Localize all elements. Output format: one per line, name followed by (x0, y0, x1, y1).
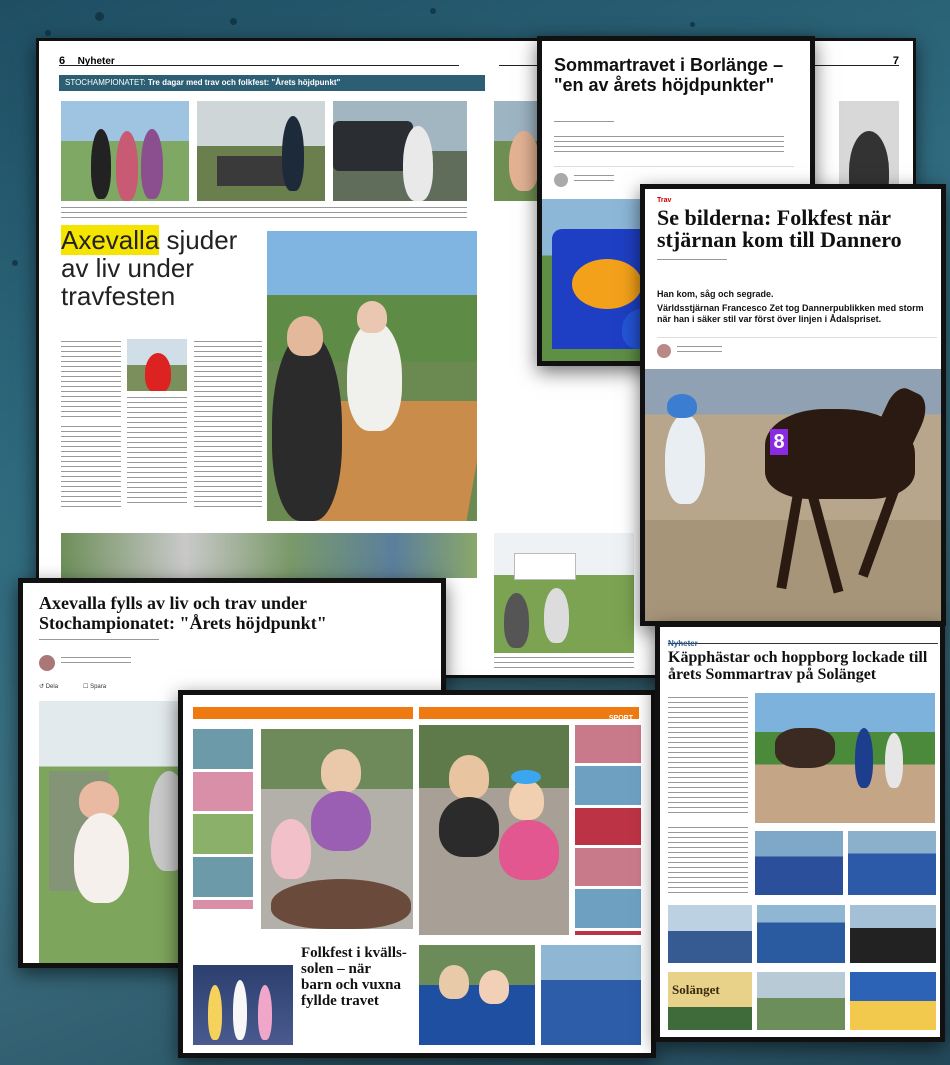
bookmark-icon: ☐ (83, 684, 89, 690)
photo-thumb-grid-left (193, 729, 253, 909)
photo-grid-1 (755, 831, 843, 895)
headline-highlight: Axevalla (61, 225, 160, 255)
headline: Axevalla sjuder av liv under travfesten (61, 225, 238, 311)
sport-headline: Folkfest i kvälls- solen – när barn och vuxna fyllde travet (301, 945, 407, 1009)
author-avatar (554, 173, 568, 187)
photo-grid-4 (757, 905, 845, 963)
save-button[interactable]: ☐ Spara (83, 684, 107, 690)
article-title: Se bilderna: Folkfest när stjärnan kom till Dannero (657, 205, 902, 252)
newspaper-spread-sport (178, 690, 656, 1058)
kicker-bar (59, 75, 485, 91)
share-icon: ↺ (39, 684, 45, 690)
photo-grid-2 (848, 831, 936, 895)
article-title: Sommartravet i Borlänge – "en av årets höjdpunkter" (554, 55, 784, 95)
page-number: 6 (59, 55, 66, 67)
photo-grid-7 (850, 972, 936, 1030)
page-header (59, 51, 459, 66)
photo-trotting-horse (645, 369, 941, 621)
photo-man-red (127, 339, 187, 391)
photo-grill (197, 101, 325, 201)
section-label: Nyheter (77, 56, 115, 67)
photo-man-car (333, 101, 467, 201)
author-avatar (39, 655, 55, 671)
page-number-right: 7 (892, 55, 899, 67)
photo-thumb-grid-right (575, 725, 641, 935)
share-button[interactable]: ↺ Dela (39, 684, 59, 690)
photo-crowd-kids (419, 945, 535, 1045)
photo-campers (494, 533, 634, 653)
photo-solanget-sign (668, 972, 752, 1030)
photo-solanget-track (755, 693, 935, 823)
photo-crowd-stands (541, 945, 641, 1045)
photo-grid-5 (850, 905, 936, 963)
article-title: Käpphästar och hoppborg lockade till årets Sommartrav på Solänget (668, 649, 928, 683)
article-lead-2: Världsstjärnan Francesco Zet tog Dannerpublikken med storm när han i säker stil var först över linjen i Ådalspriset. (657, 303, 924, 324)
solanget-sign-text: Solänget (672, 982, 720, 997)
kicker-label: STOCHAMPIONATET: (65, 78, 146, 87)
photo-child-waving (261, 729, 413, 929)
photo-bottom-strip (61, 533, 477, 578)
article-card-dannero[interactable] (640, 184, 946, 626)
bib-number: 8 (770, 429, 788, 455)
newspaper-page-solanget (655, 622, 945, 1042)
section-label: SPORT (608, 715, 633, 722)
author-avatar (657, 344, 671, 358)
photo-women-group (61, 101, 189, 201)
section-label: Trav (657, 197, 672, 204)
photo-men-table (267, 231, 477, 521)
article-title: Axevalla fylls av liv och trav under Stochampionatet: "Årets höjdpunkt" (39, 593, 327, 633)
photo-grid-6 (757, 972, 845, 1030)
kicker-title: Tre dagar med trav och folkfest: "Årets höjdpunkt" (147, 78, 341, 87)
photo-women-chairs (39, 701, 199, 963)
photo-grid-3 (668, 905, 752, 963)
article-lead-1: Han kom, såg och segrade. (657, 289, 774, 299)
photo-girl-bow (419, 725, 569, 935)
section-label: Nyheter (668, 639, 698, 648)
photo-dancers (193, 965, 293, 1045)
